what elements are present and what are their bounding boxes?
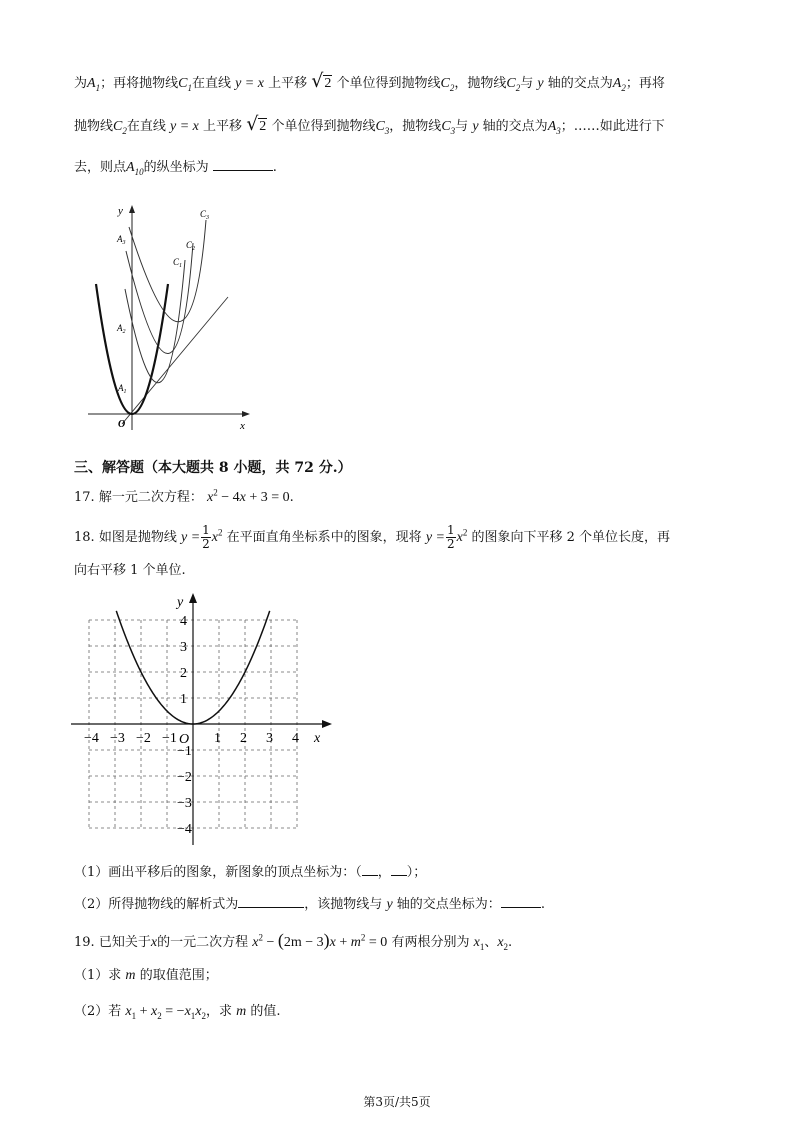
- fig1-origin-label: O: [118, 419, 126, 430]
- question-18-part1: （1）画出平移后的图象，新图象的顶点坐标为：（ ， ）；: [74, 865, 427, 880]
- intersection-blank[interactable]: [501, 895, 541, 908]
- fig1-label-c3: $C_3$: [200, 209, 210, 221]
- fig2-x-tick-label: 3: [266, 731, 273, 746]
- analytic-expression-blank[interactable]: [238, 895, 304, 908]
- fig2-y-tick-label: −3: [177, 796, 192, 811]
- fig2-x-tick-label: −4: [84, 731, 99, 746]
- fig2-y-tick-label: 2: [180, 666, 187, 681]
- fig1-label-c1: $C_1$: [173, 257, 183, 269]
- fig2-y-tick-label: −2: [177, 770, 192, 785]
- figure-translated-parabolas: [80, 200, 255, 435]
- vertex-x-blank[interactable]: [362, 863, 378, 876]
- fig1-line-y-eq-x: [122, 297, 228, 424]
- fig1-parabola-c3: [129, 220, 206, 322]
- q16-line2: 抛物线$C_2$在直线 y = x 上平移 √2 个单位得到抛物线$C_3$，抛物线$C_3$与 y 轴的交点为$A_3$；……如此进行下: [74, 113, 665, 136]
- section-3-title: 三、解答题（本大题共 8 小题，共 72 分.）: [74, 460, 352, 476]
- fig2-x-tick-label: −3: [110, 731, 125, 746]
- q16-line3: 去，则点$A_{10}$的纵坐标为 .: [74, 160, 277, 177]
- fig1-label-c2: $C_2$: [186, 240, 196, 252]
- vertex-y-blank[interactable]: [391, 863, 407, 876]
- fig1-label-a1: $A_1$: [118, 383, 127, 395]
- q16-line1: 为$A_1$；再将抛物线$C_1$在直线 y = x 上平移 √2 个单位得到抛物线$C_2$，抛物线$C_2$与 y 轴的交点为$A_2$；再将: [74, 70, 665, 93]
- fig1-y-arrow: [129, 205, 135, 213]
- fig1-y-label: y: [118, 205, 123, 217]
- fig2-x-tick-label: 4: [292, 731, 299, 746]
- page-footer: 第3页/共5页: [363, 1095, 431, 1109]
- fig2-x-arrow: [322, 720, 332, 728]
- fig2-y-tick-label: −4: [177, 822, 192, 837]
- fig2-y-tick-label: 1: [180, 692, 187, 707]
- answer-blank[interactable]: [213, 158, 273, 171]
- question-18-part2: （2）所得抛物线的解析式为 ，该抛物线与 y 轴的交点坐标为： .: [74, 897, 545, 912]
- fig1-label-a3: $A_3$: [117, 234, 126, 246]
- fig1-x-label: x: [240, 420, 245, 432]
- fig2-y-tick-label: 4: [180, 614, 187, 629]
- figure-grid-parabola: [68, 590, 338, 850]
- question-19-line1: 19. 已知关于x的一元二次方程 $x^2 - (2m - 3)x + m^2 = 0$ 有两根分别为 $x_1$、$x_2$.: [74, 930, 513, 952]
- question-18-line2: 向右平移 1 个单位.: [74, 563, 186, 578]
- fig2-x-tick-label: 1: [214, 731, 221, 746]
- question-17: 17. 解一元二次方程： $x^2 - 4x + 3 = 0$.: [74, 487, 294, 505]
- fig2-x-tick-label: −1: [162, 731, 177, 746]
- fig1-label-a2: $A_2$: [117, 323, 126, 335]
- fig2-y-tick-label: 3: [180, 640, 187, 655]
- fig2-y-label: y: [177, 595, 184, 610]
- fig2-x-tick-label: −2: [136, 731, 151, 746]
- fig2-y-tick-label: −1: [177, 744, 192, 759]
- fig1-x-arrow: [242, 411, 250, 417]
- fig2-x-label: x: [314, 731, 321, 746]
- question-18-line1: 18. 如图是抛物线 y = $\frac{1}{2}$ $x^2$ 在平面直角坐标系中的图象，现将 y = $\frac{1}{2}$ $x^2$ 的图象向下平移 2 个单位长度，再: [74, 523, 671, 551]
- fig2-y-arrow: [189, 593, 197, 603]
- question-19-part1: （1）求 m 的取值范围；: [74, 968, 218, 983]
- fig2-origin-label: O: [179, 732, 190, 747]
- fig2-x-tick-label: 2: [240, 731, 247, 746]
- question-19-part2: （2）若 $x_1 + x_2 = -x_1x_2$，求 m 的值.: [74, 1004, 281, 1021]
